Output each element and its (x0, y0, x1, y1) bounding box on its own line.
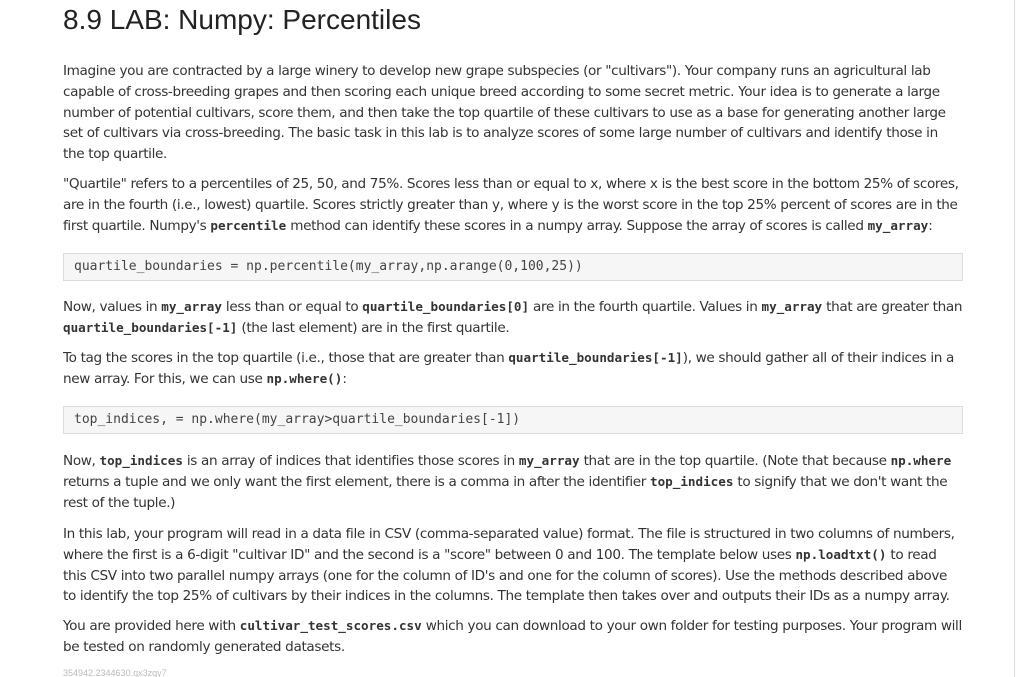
text: to signify that we don't want the rest of the tuple.) (63, 473, 948, 511)
text: returns a tuple and we only want the first element, there is a comma in after the identifier (63, 473, 650, 490)
inline-code: cultivar_test_scores.csv (239, 618, 422, 633)
indices-paragraph (63, 451, 963, 513)
inline-code: np.where (890, 453, 952, 468)
inline-code: my_array (867, 217, 929, 233)
text: (the last element) are in the first quartile. (237, 319, 510, 336)
text: : (928, 217, 933, 234)
text: : (342, 370, 347, 387)
values-paragraph (63, 297, 963, 339)
quartile-paragraph (63, 174, 963, 236)
intro-paragraph: Imagine you are contracted by a large winery to develop new grape subspecies (or "cultivars"). Your company runs an agricultural lab capable of cross-breeding grapes and then scoring each unique breed according to some secret metric. Your idea is to generate a large number of potential cultivars, score them, and then take the top quartile of these cultivars to use as a base for generating another large set of cultivars via cross-breeding. The basic task in this lab is to analyze scores of some large number of cultivars and identify those in the top quartile. (63, 63, 946, 163)
tag-paragraph (63, 348, 963, 390)
inline-code: np.loadtxt() (795, 546, 887, 562)
text: In this lab, your program will read in a data file in CSV (comma-separated value) format. The file is structured in two columns of numbers, where the first is a 6-digit "cultivar ID" and the second is a "score" between 0 and 100. The template below uses (63, 526, 955, 563)
text: Now, (63, 453, 100, 469)
page-title: 8.9 LAB: Numpy: Percentiles (63, 4, 421, 35)
footer-id: 354942.2344630.qx3zqy7 (63, 668, 167, 677)
text: method can identify these scores in a numpy array. Suppose the array of scores is called (286, 217, 868, 234)
text: is an array of indices that identifies those scores in (182, 453, 519, 469)
inline-code: my_array (761, 299, 823, 314)
inline-code: quartile_boundaries[-1] (508, 350, 683, 365)
inline-code: my_array (161, 299, 222, 314)
text: that are in the top quartile. (Note that because (579, 453, 891, 469)
code-block-where (63, 406, 963, 434)
inline-code: top_indices (650, 473, 734, 489)
text: "Quartile" refers to a percentiles of 25, 50, and 75%. Scores less than or equal to x, where x is the best score in the bottom 25% of scores, are in the fourth (i.e., lowest) quartile. Scores strictly greater than y, where y is the worst score in the top 25% percent of scores are in the first quartile. Numpy's (63, 176, 959, 234)
text: ), we should gather all of their indices in a new array. For this, we can use (63, 350, 954, 387)
inline-code: percentile (210, 217, 287, 233)
csv-paragraph (63, 524, 963, 607)
text: To tag the scores in the top quartile (i.e., those that are greater than (63, 350, 509, 366)
code-text: quartile_boundaries = np.percentile(my_array,np.arange(0,100,25)) (74, 259, 583, 274)
text: which you can download to your own folder for testing purposes. Your program will be tested on randomly generated datasets. (63, 618, 962, 655)
text: Now, values in (63, 299, 162, 315)
provided-file-paragraph (63, 616, 963, 658)
code-block-percentile (63, 253, 963, 281)
text: less than or equal to (221, 299, 363, 315)
inline-code: quartile_boundaries[0] (362, 299, 530, 314)
text: that are greater than (822, 299, 963, 315)
code-text: top_indices, = np.where(my_array>quartile_boundaries[-1]) (74, 412, 521, 427)
inline-code: my_array (518, 453, 580, 468)
page-edge-divider (1014, 0, 1015, 677)
text: to read this CSV into two parallel numpy arrays (one for the column of ID's and one for the column of scores). Use the methods described above to identify the top 25% of cultivars by their indices in the columns. The template then takes over and outputs their IDs as a numpy array. (63, 546, 950, 605)
inline-code: quartile_boundaries[-1] (63, 319, 238, 335)
text: are in the fourth quartile. Values in (529, 299, 762, 315)
inline-code: np.where() (266, 370, 343, 386)
inline-code: top_indices (99, 453, 183, 468)
text: You are provided here with (63, 618, 240, 634)
